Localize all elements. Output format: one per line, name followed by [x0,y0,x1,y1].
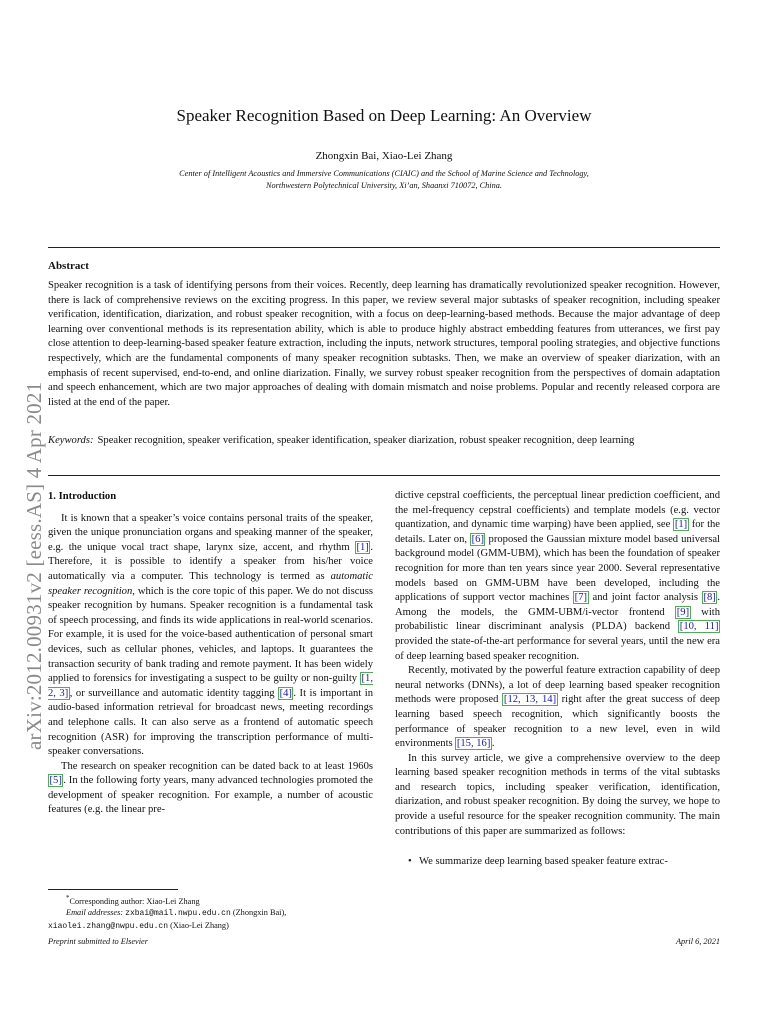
intro-paragraph-3: dictive cepstral coefficients, the perceptual linear prediction coefficient, and the mel-frequency cepstral coefficients) and template models (e.g. vector quantization, and dynamic time warping) have been applied, see [1] for the details. Later on, [6] proposed the Gaussian mixture model based universal background model (GMM-UBM), which has been the foundation of speaker recognition for more than ten years since year 2000. Several representative models based on GMM-UBM have been developed, including the applications of support vector machines [7] and joint factor analysis [8] . Among the models, the GMM-UBM/i-vector frontend [9] with probabilistic linear discriminant analysis (PLDA) backend [10, 11] provided the state-of-the-art performance for several years, until the new era of deep learning based speaker recognition. [395,490,721,662]
preprint-note: Preprint submitted to Elsevier [48,937,148,946]
citation-link[interactable]: [6] [471,533,484,545]
abstract-top-rule [48,247,720,248]
citation-link[interactable]: [1] [674,519,688,531]
intro-paragraph-5: In this survey article, we give a comprehensive overview to the deep learning based speaker recognition methods in terms of the vital subtasks and research topics, including speaker verification, identification, diarization, and robust speaker recognition. By doing the survey, we hope to provide a useful resource for the speaker recognition community. The main contributions of this paper are summarized as follows: [395,752,720,837]
footnote-corresponding-author: *Corresponding author: Xiao-Lei Zhang [66,895,200,906]
citation-link[interactable]: [7] [574,592,588,604]
intro-paragraph-2: The research on speaker recognition can be dated back to at least 1960s [5] . In the following forty years, many advanced technologies promoted the development of speaker recognition. For example, a number of acoustic features (e.g. the linear pre- [48,760,373,816]
paper-title: Speaker Recognition Based on Deep Learning: An Overview [176,106,592,125]
email-link[interactable]: zxbai@mail.nwpu.edu.cn [125,909,231,919]
keywords-text: Speaker recognition, speaker verification, speaker identification, speaker diarization, robust speaker recognition, deep learning [97,435,635,446]
citation-link[interactable]: [8] [703,592,716,604]
affiliation-line-1: Center of Intelligent Acoustics and Immersive Communications (CIAIC) and the School of Marine Science and Technology, [179,169,589,178]
citation-link[interactable]: [9] [676,606,690,618]
citation-link[interactable]: [1] [356,541,369,553]
citation-link[interactable]: [5] [49,775,62,787]
author-affiliation [0,168,768,192]
abstract-bottom-rule [48,475,720,476]
citation-link[interactable]: [12, 13, 14] [503,694,557,706]
paper-authors: Zhongxin Bai, Xiao-Lei Zhang [315,150,453,162]
preprint-date: April 6, 2021 [675,937,720,946]
abstract-heading: Abstract [48,260,89,272]
footnote [48,893,378,932]
citation-link[interactable]: [15, 16] [456,738,491,750]
affiliation-line-2: Northwestern Polytechnical University, Xi’an, Shaanxi 710072, China. [266,181,502,190]
footnote-emails-cont: xiaolei.zhang@nwpu.edu.cn (Xiao-Lei Zhang) [48,920,229,931]
left-column [48,490,373,818]
citation-link[interactable]: [10, 11] [679,621,719,633]
right-column [395,489,720,870]
citation-link[interactable]: [1, 2, 3] [48,673,373,699]
section-heading-introduction: 1. Introduction [48,491,117,502]
footnote-emails: Email addresses: zxbai@mail.nwpu.edu.cn (Zhongxin Bai), [66,908,287,919]
contribution-list-item: • We summarize deep learning based speaker feature extrac- [395,855,720,870]
abstract-text: Speaker recognition is a task of identifying persons from their voices. Recently, deep learning has dramatically revolutionized speaker recognition. However, there is lack of comprehensive reviews on the exciting progress. In this paper, we review several major subtasks of speaker recognition, including speaker verification, identification, diarization, and robust speaker recognition, with a focus on deep-learning-based methods. Because the major advantage of deep learning over conventional methods is its representation ability, which is able to produce highly abstract embedding features from utterances, we first pay close attention to deep-learning-based speaker feature extraction, including the inputs, network structures, temporal pooling strategies, and objective functions respectively, which are the fundamental components of many speaker recognition subtasks. Then, we make an overview of speaker diarization, with an emphasis of recent supervised, end-to-end, and online diarization. Finally, we survey robust speaker recognition from the perspectives of domain adaptation and speech enhancement, which are two major approaches of dealing with domain mismatch and noise problems. Popular and recently released corpora are listed at the end of the paper. [48,280,720,408]
email-link[interactable]: xiaolei.zhang@nwpu.edu.cn [48,921,169,931]
intro-paragraph-1: It is known that a speaker’s voice contains personal traits of the speaker, given the unique pronunciation organs and speaking manner of the speaker, e.g. the unique vocal tract shape, larynx size, accent, and rhythm [1] . Therefore, it is possible to identify a speaker from his/her voice automatically via a computer. This technology is termed as automatic speaker recognition, which is the core topic of this paper. We do not discuss speaker recognition by humans. Speaker recognition is a fundamental task of speech processing, and finds its wide applications in real-world scenarios. For example, it is used for the voice-based authentication of personal smart devices, such as cellular phones, vehicles, and laptops. It guarantees the transaction security of bank trading and remote payment. It has been widely applied to forensics for investigating a suspect to be guilty or non-guilty [1, 2, 3] , or surveillance and automatic identity tagging [4] . It is important in audio-based information retrieval for broadcast news, meeting recordings and telephone calls. It can also serve as a frontend of automatic speech recognition (ASR) for improving the transcription performance of multi-speaker conversations. [48,512,373,758]
intro-paragraph-4: Recently, motivated by the powerful feature extraction capability of deep neural networks (DNNs), a lot of deep learning based speaker recognition methods were proposed [12, 13, 14] right after the great success of deep learning based speech recognition, which significantly boosts the performance of speaker recognition to a new level, even in wild environments [15, 16] . [395,665,720,750]
citation-link[interactable]: [4] [279,687,292,699]
keywords [48,434,720,449]
keywords-label: Keywords: [48,435,94,446]
footnote-rule [48,889,178,890]
arxiv-identifier: arXiv:2012.00931v2 [eess.AS] 4 Apr 2021 [22,381,46,750]
bullet-icon: • [408,856,412,868]
